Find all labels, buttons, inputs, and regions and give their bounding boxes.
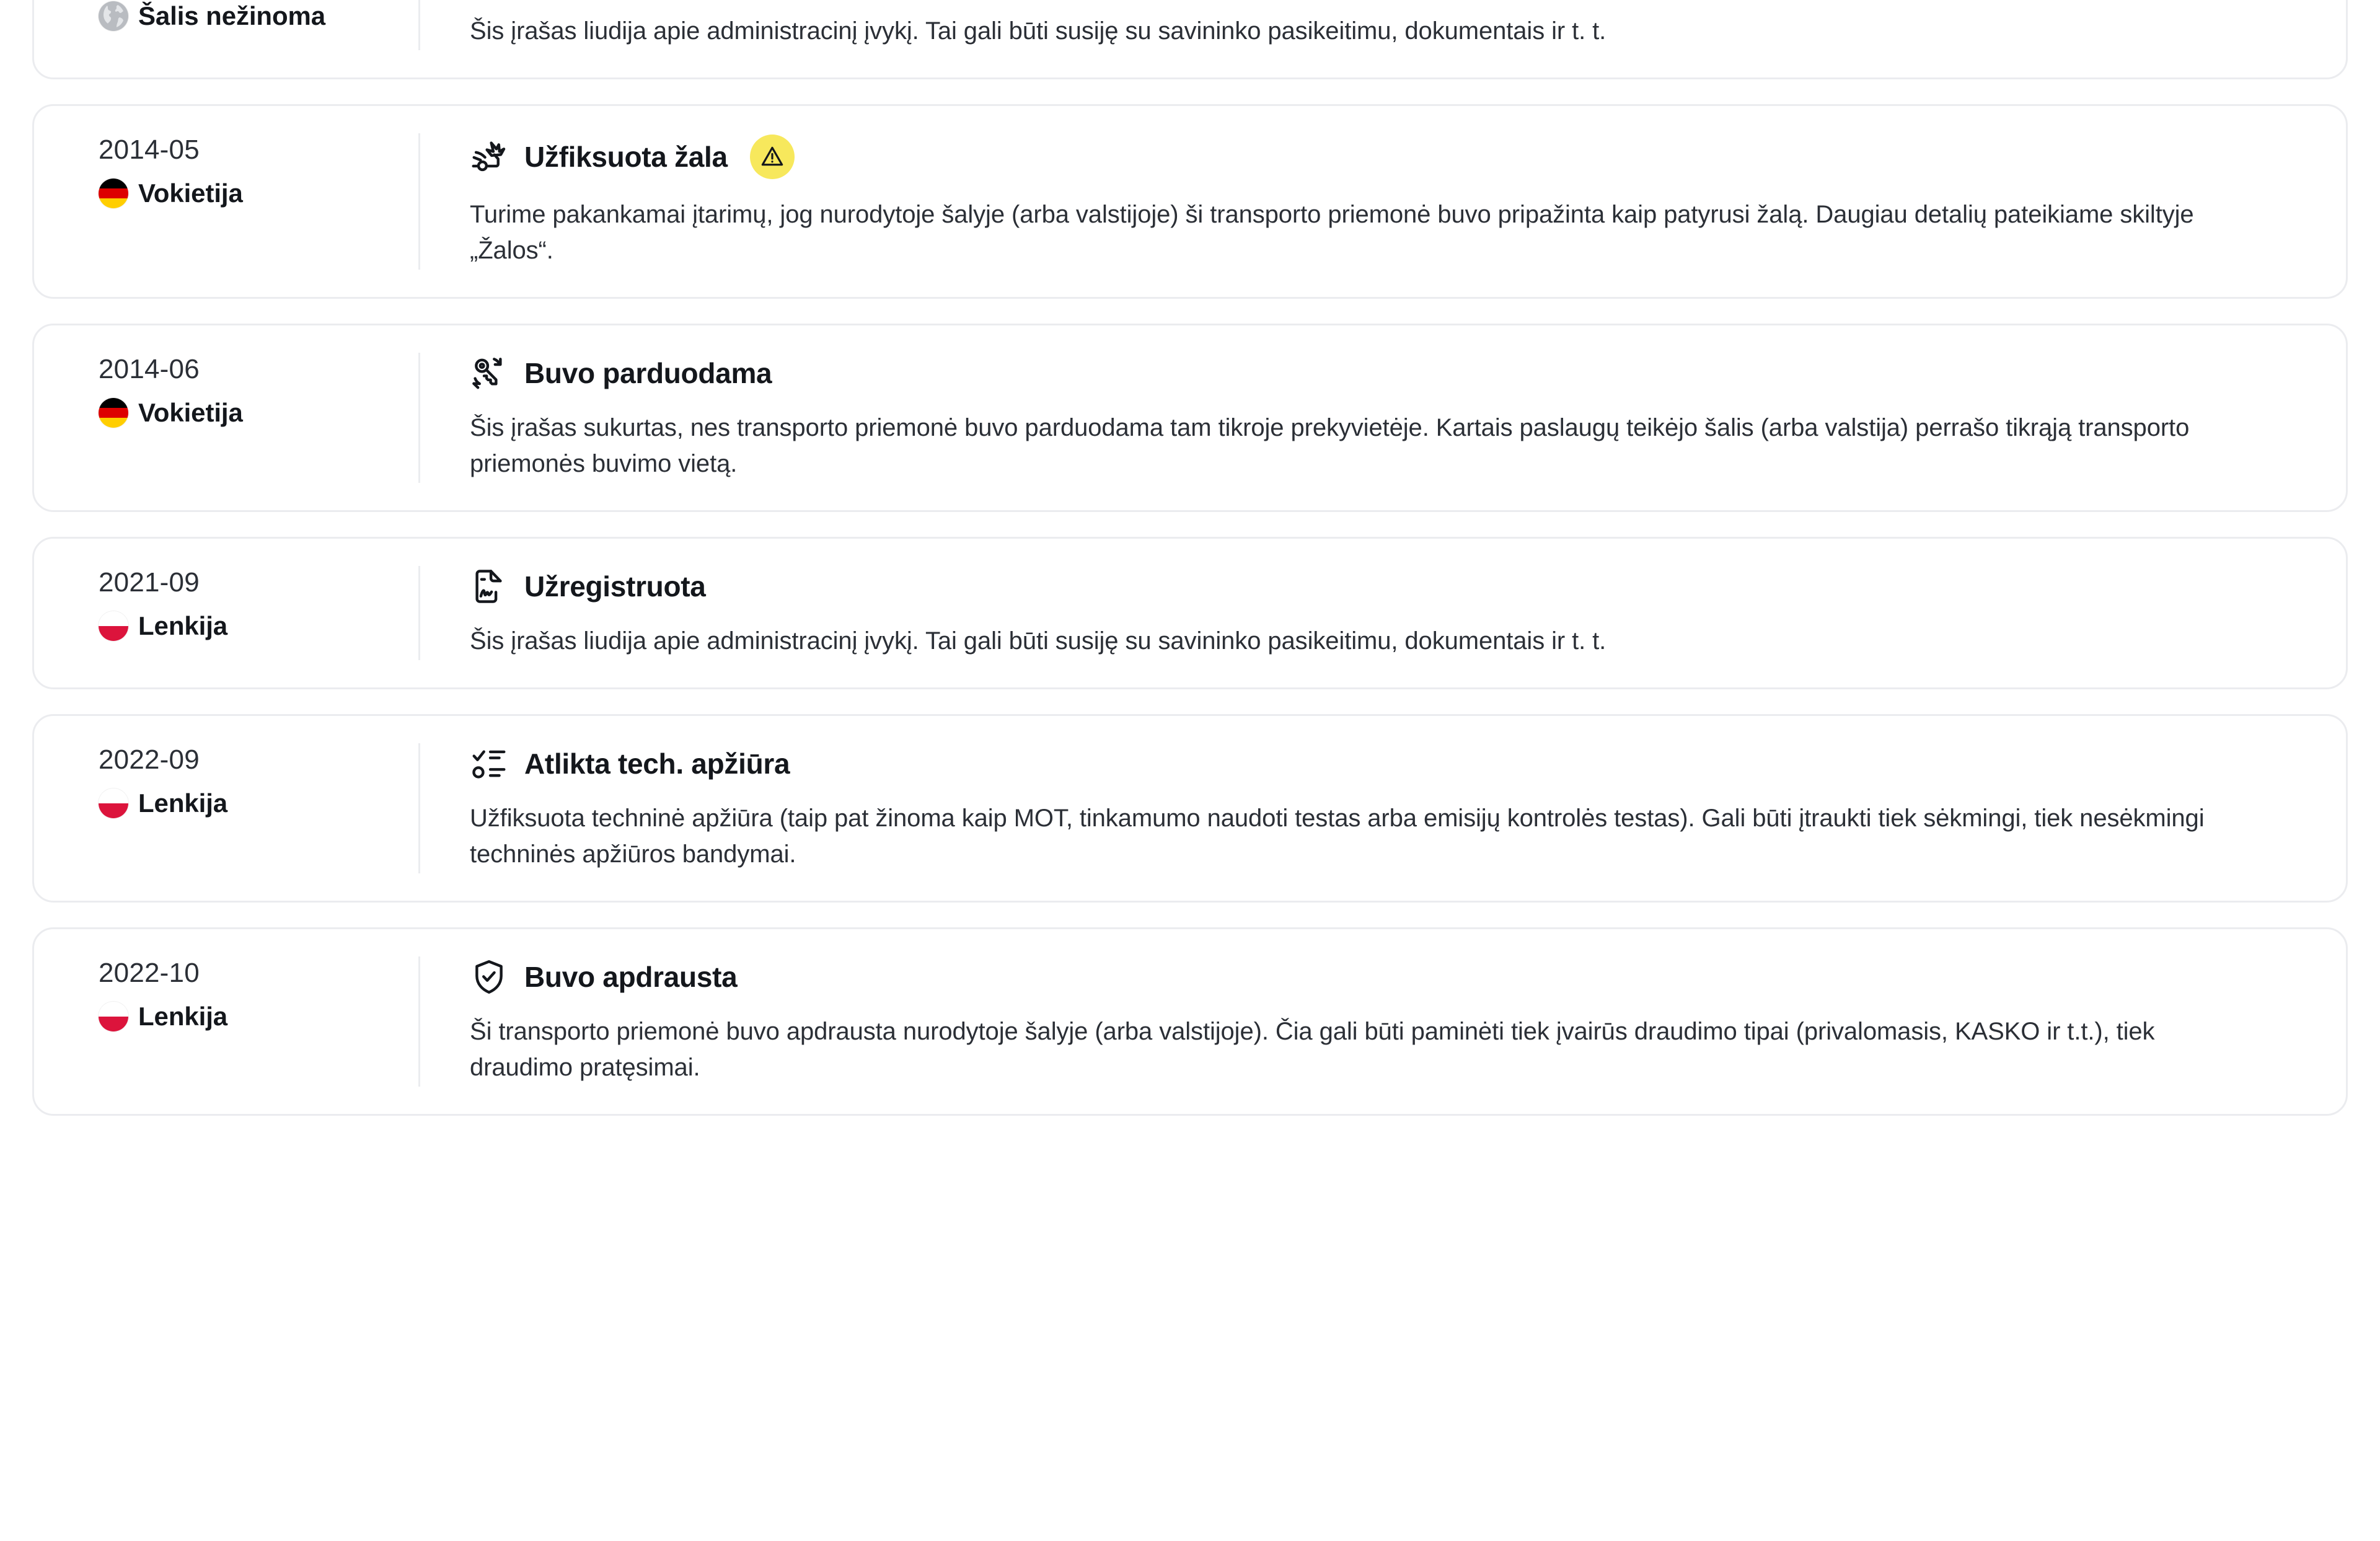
event-meta: [34, 958, 418, 1085]
inspection-checklist-icon: [470, 744, 508, 783]
key-transfer-icon: [470, 354, 508, 392]
event-meta: [34, 354, 418, 482]
globe-icon: [99, 1, 128, 31]
event-title: Buvo apdrausta: [524, 961, 738, 993]
event-body: [420, 354, 2346, 482]
event-description: Užfiksuota techninė apžiūra (taip pat žinoma kaip MOT, tinkamumo naudoti testas arba emisijų kontrolės testas). Gali būti įtraukti tiek sėkmingi, tiek nesėkmingi techninės apžiūros bandymai.: [470, 805, 2205, 868]
event-date: 2021-09: [99, 567, 200, 598]
event-country: [99, 179, 394, 208]
event-header: [470, 567, 2290, 606]
event-description: Turime pakankamai įtarimų, jog nurodytoje šalyje (arba valstijoje) ši transporto priemonė buvo pripažinta kaip patyrusi žalą. Daugiau detalių pateikiame skiltyje „Žalos“.: [470, 201, 2194, 264]
timeline-event-card: [32, 927, 2348, 1116]
event-country: [99, 398, 394, 428]
event-meta: [34, 0, 418, 49]
flag-pl-icon: [99, 611, 128, 641]
event-meta: [34, 567, 418, 659]
event-country: [99, 1002, 394, 1031]
flag-de-icon: [99, 398, 128, 428]
flag-pl-icon: [99, 788, 128, 818]
event-title: Užfiksuota žala: [524, 141, 728, 173]
event-description: Šis įrašas liudija apie administracinį įvykį. Tai gali būti susiję su savininko pasikeitimu, dokumentais ir t. t.: [470, 17, 1606, 45]
timeline-event-card: [32, 537, 2348, 689]
timeline-event-card: [32, 714, 2348, 903]
timeline-event-card: [32, 104, 2348, 299]
event-body: [420, 135, 2346, 268]
event-country: [99, 611, 394, 641]
event-country: [99, 1, 394, 31]
country-label: Šalis nežinoma: [138, 1, 326, 30]
timeline-event-card: [32, 324, 2348, 512]
event-title: Buvo parduodama: [524, 357, 772, 389]
country-label: Lenkija: [138, 611, 228, 640]
event-title: Atlikta tech. apžiūra: [524, 748, 790, 780]
timeline-event-card: [32, 0, 2348, 79]
country-label: Vokietija: [138, 178, 243, 208]
country-label: Lenkija: [138, 788, 228, 818]
flag-de-icon: [99, 179, 128, 208]
event-body: [420, 958, 2346, 1085]
flag-pl-icon: [99, 1002, 128, 1031]
warning-triangle-icon: [760, 144, 785, 169]
event-description: Šis įrašas liudija apie administracinį įvykį. Tai gali būti susiję su savininko pasikeitimu, dokumentais ir t. t.: [470, 627, 1606, 655]
event-description: Ši transporto priemonė buvo apdrausta nurodytoje šalyje (arba valstijoje). Čia gali būti paminėti tiek įvairūs draudimo tipai (privalomasis, KASKO ir t.t.), tiek draudimo pratęsimai.: [470, 1018, 2155, 1081]
event-header: [470, 958, 2290, 996]
document-signature-icon: [470, 567, 508, 606]
event-body: [420, 744, 2346, 872]
event-body: [420, 0, 2346, 49]
warning-badge[interactable]: [750, 135, 795, 179]
event-description: Šis įrašas sukurtas, nes transporto priemonė buvo parduodama tam tikroje prekyvietėje. Kartais paslaugų teikėjo šalis (arba valstija) perrašo tikrąją transporto priemonės buvimo vietą.: [470, 414, 2190, 477]
event-header: [470, 135, 2290, 179]
car-damage-icon: [470, 138, 508, 176]
event-date: 2014-05: [99, 135, 200, 165]
event-header: [470, 744, 2290, 783]
country-label: Lenkija: [138, 1001, 228, 1031]
event-date: 2022-10: [99, 958, 200, 988]
event-date: 2014-06: [99, 354, 200, 384]
event-date: 2022-09: [99, 744, 200, 775]
country-label: Vokietija: [138, 397, 243, 427]
event-meta: [34, 135, 418, 268]
event-meta: [34, 744, 418, 872]
event-title: Užregistruota: [524, 570, 706, 603]
event-body: [420, 567, 2346, 659]
shield-check-icon: [470, 958, 508, 996]
event-country: [99, 788, 394, 818]
event-header: [470, 354, 2290, 392]
